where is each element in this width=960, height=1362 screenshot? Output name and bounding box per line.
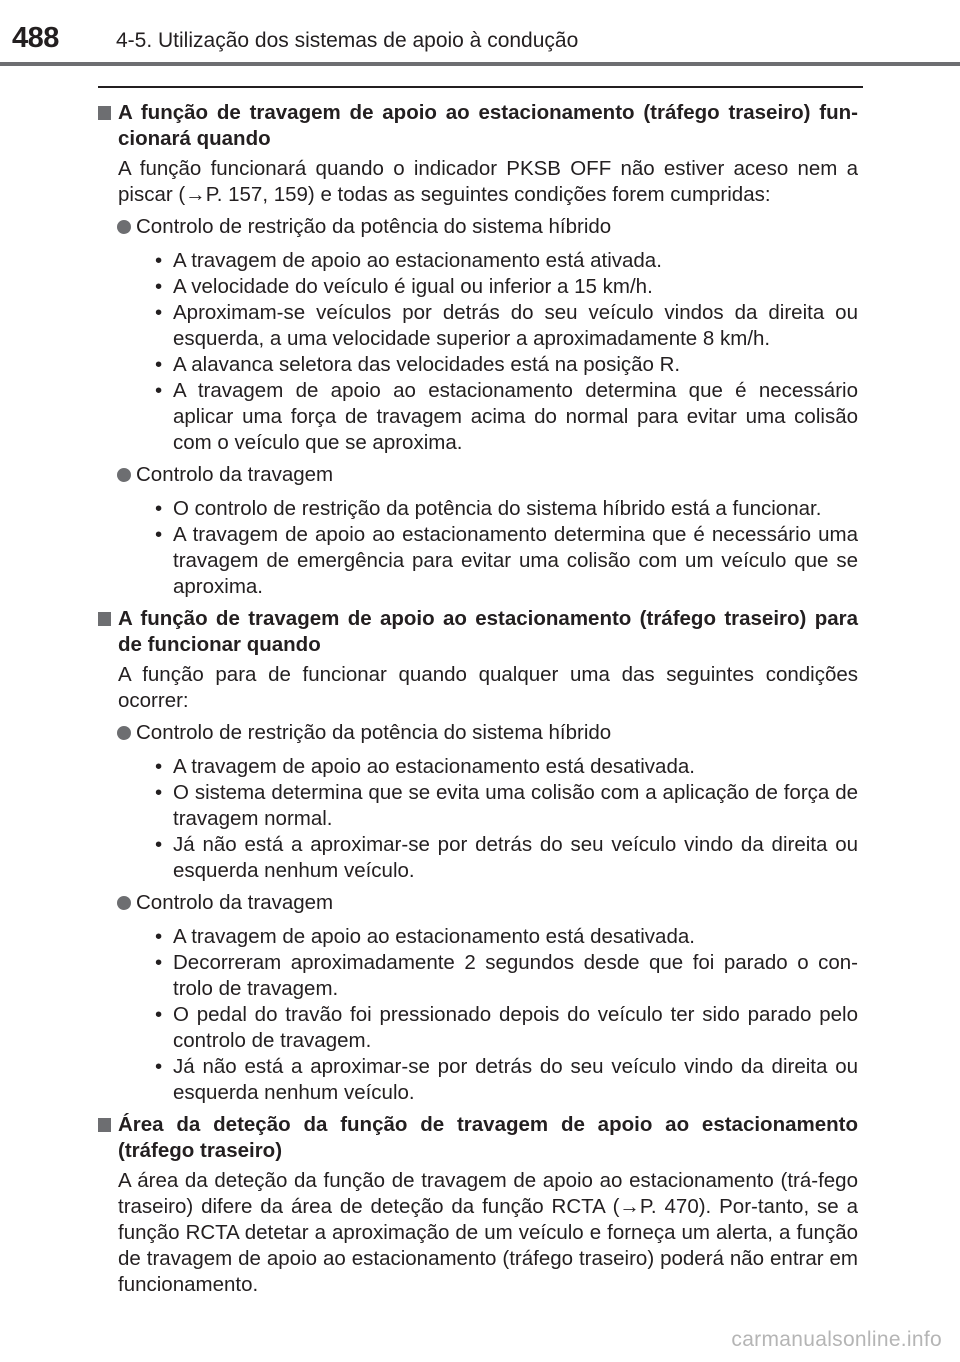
list-item: • Decorreram aproximadamente 2 segundos desde que foi parado o con-trolo de travagem.	[155, 951, 858, 1000]
watermark: carmanualsonline.info	[731, 1328, 942, 1351]
list-item: • A travagem de apoio ao estacionamento determina que é necessário uma travagem de emergência para evitar uma colisão com um veículo que se aproxima.	[155, 523, 858, 598]
content-top-divider	[98, 86, 863, 88]
circle-bullet-icon	[117, 896, 131, 910]
list-item: • A travagem de apoio ao estacionamento determina que é necessário aplicar uma força de travagem acima do normal para evitar uma colisão com o veículo que se aproxima.	[155, 379, 858, 454]
list-item: • A travagem de apoio ao estacionamento está desativada.	[155, 755, 695, 778]
square-bullet-icon	[98, 106, 111, 120]
list-item: • Já não está a aproximar-se por detrás do seu veículo vindo da direita ou esquerda nenhum veículo.	[155, 833, 858, 882]
list-item: • A travagem de apoio ao estacionamento está desativada.	[155, 925, 695, 948]
section-paragraph: A função funcionará quando o indicador PKSB OFF não estiver aceso nem a piscar (→P. 157, 159) e todas as seguintes condições forem cumpridas:	[118, 157, 858, 206]
subsection-title: Controlo de restrição da potência do sistema híbrido	[98, 720, 858, 746]
list-item: • A velocidade do veículo é igual ou inferior a 15 km/h.	[155, 275, 653, 298]
page-content	[98, 96, 858, 1298]
circle-bullet-icon	[117, 468, 131, 482]
page-header	[0, 0, 960, 66]
list-item: • A alavanca seletora das velocidades está na posição R.	[155, 353, 681, 376]
section-title: 4-5. Utilização dos sistemas de apoio à condução	[116, 29, 579, 52]
list-item: • O controlo de restrição da potência do sistema híbrido está a funcionar.	[155, 497, 822, 520]
section-heading: A função de travagem de apoio ao estacionamento (tráfego traseiro) fun-cionará quando	[98, 100, 858, 152]
circle-bullet-icon	[117, 726, 131, 740]
list-item: • Já não está a aproximar-se por detrás do seu veículo vindo da direita ou esquerda nenhum veículo.	[155, 1055, 858, 1104]
subsection-title: Controlo da travagem	[98, 890, 858, 916]
header-divider	[0, 62, 960, 66]
subsection-title: Controlo de restrição da potência do sistema híbrido	[98, 214, 858, 240]
list-item: • O sistema determina que se evita uma colisão com a aplicação de força de travagem normal.	[155, 781, 858, 830]
page-number: 488	[12, 22, 59, 54]
bullet-list	[98, 754, 858, 884]
section-heading: A função de travagem de apoio ao estacionamento (tráfego traseiro) para de funcionar quando	[98, 606, 858, 658]
section-paragraph: A função para de funcionar quando qualquer uma das seguintes condições ocorrer:	[118, 663, 858, 712]
circle-bullet-icon	[117, 220, 131, 234]
bullet-list	[98, 248, 858, 456]
subsection-title: Controlo da travagem	[98, 462, 858, 488]
bullet-list	[98, 924, 858, 1106]
section-heading: Área da deteção da função de travagem de apoio ao estacionamento (tráfego traseiro)	[98, 1112, 858, 1164]
square-bullet-icon	[98, 1118, 111, 1132]
list-item: • A travagem de apoio ao estacionamento está ativada.	[155, 249, 662, 272]
section-paragraph: A área da deteção da função de travagem de apoio ao estacionamento (trá-fego traseiro) difere da área de deteção da função RCTA (→P. 470). Por-tanto, se a função RCTA detetar a aproximação de um veículo e forneça um alerta, a função de travagem de apoio ao estacionamento (tráfego traseiro) poderá não entrar em funcionamento.	[118, 1169, 858, 1296]
list-item: • O pedal do travão foi pressionado depois do veículo ter sido parado pelo controlo de travagem.	[155, 1003, 858, 1052]
list-item: • Aproximam-se veículos por detrás do seu veículo vindos da direita ou esquerda, a uma velocidade superior a aproximadamente 8 km/h.	[155, 301, 858, 350]
bullet-list	[98, 496, 858, 600]
square-bullet-icon	[98, 612, 111, 626]
